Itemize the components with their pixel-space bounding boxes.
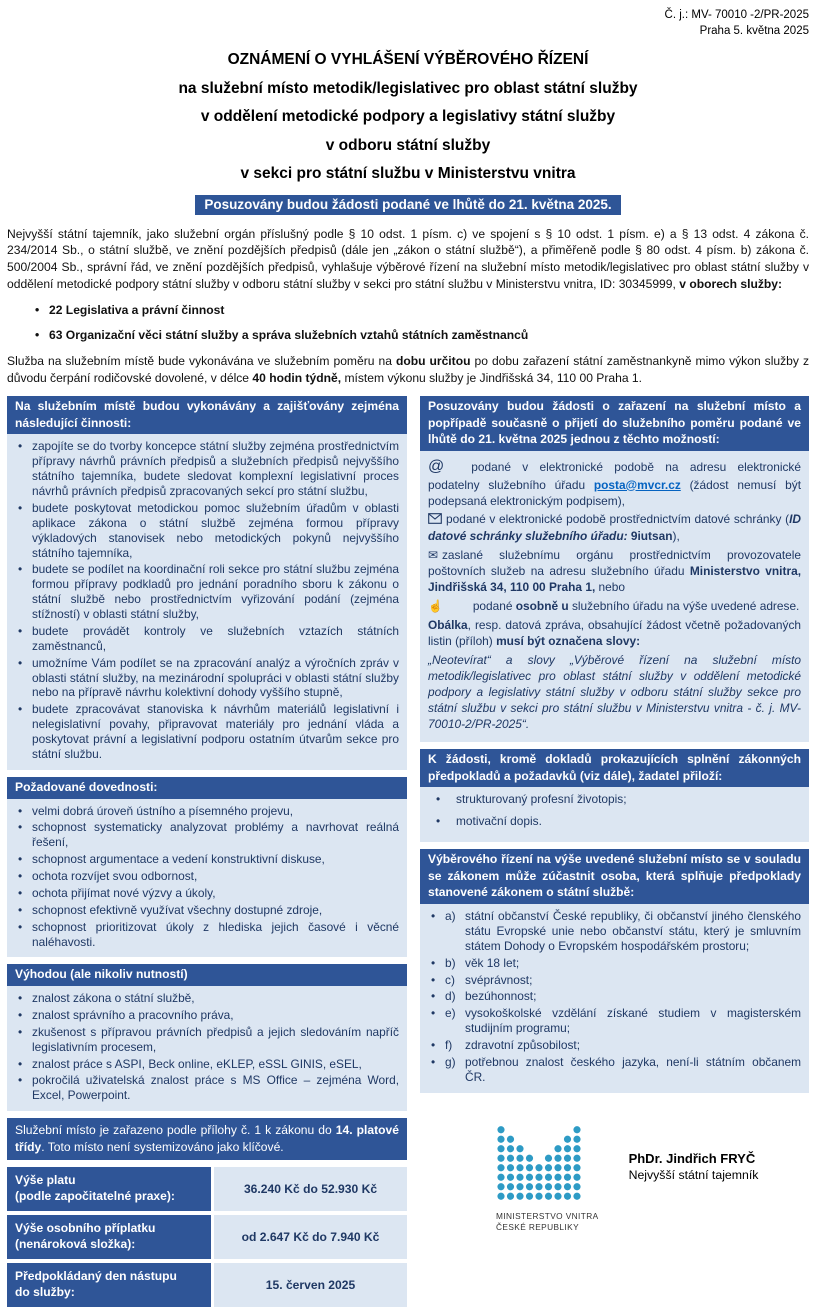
list-item: • g) potřebnou znalost českého jazyka, není-li státním občanem ČR.: [428, 1055, 801, 1085]
attachments-list: [428, 792, 801, 829]
activities-section: [7, 396, 407, 770]
intro-paragraph: Nejvyšší státní tajemník, jako služební orgán příslušný podle § 10 odst. 1 písm. c) ve spojení s § 10 odst. 1 písm. e) a § 13 odst. 4 zákona č. 234/2014 Sb., o státní službě, ve znění pozdějších předpisů (dále jen „zákon o státní službě“), a přiměřeně podle § 80 odst. 4 písm. b) zákona č. 500/2004 Sb., správní řád, ve znění pozdějších předpisů, vyhlašuje výběrové řízení na služební místo metodik/legislativec pro oblast státní služby v oddělení metodické podpory státní služby v odboru státní služby v sekci pro státní službu v Ministerstvu vnitra, ID: 30345999, v oborech služby:: [7, 226, 809, 292]
signatory: [629, 1151, 759, 1182]
envelope-icon: ✉: [428, 548, 438, 563]
salary-table: [7, 1167, 407, 1307]
list-item: • zapojíte se do tvorby koncepce státní služby zejména prostřednictvím přípravy návrhů právních předpisů a služebních předpisů nejvyššího státního tajemníka, budete sledovat komplexní legislativní proces návrhů právních předpisů zpracovaných sekcí pro státní službu,: [15, 439, 399, 499]
right-column: [420, 396, 809, 1234]
hand-icon: ☝: [428, 599, 443, 614]
list-item: • schopnost efektivně využívat všechny dostupné zdroje,: [15, 903, 399, 918]
list-item: • 22 Legislativa a právní činnost: [35, 303, 809, 317]
signature-role: Nejvyšší státní tajemník: [628, 1167, 759, 1182]
ministry-logo: [496, 1125, 582, 1201]
list-item: • a) státní občanství České republiky, či občanství jiného členského státu Evropské unie nebo občanství státu, který je smluvním státem Dohody o Evropském hospodářském prostoru;: [428, 909, 801, 954]
list-item: • budete zpracovávat stanoviska k návrhům materiálů legislativní i nelegislativní povahy, připravovat materiály pro jednání vláda a poskytovat právní a legislativní podporu ostatním útvarům sekce pro státní službu.: [15, 702, 399, 762]
application-method-post: ✉ zaslané služebnímu orgánu prostřednictvím provozovatele poštovních služeb na adresu služebního úřadu Ministerstvo vnitra, Jindřišská 34, 110 00 Praha 1, nebo: [428, 548, 801, 595]
attachments-section-header: K žádosti, kromě dokladů prokazujících splnění zákonných předpokladů a požadavků (viz dále), žadatel přiloží:: [420, 749, 809, 787]
at-icon: @: [428, 458, 445, 476]
list-item: • schopnost prioritizovat úkoly z hlediska jejich časové i věcné naléhavosti.: [15, 920, 399, 950]
email-link[interactable]: posta@mvcr.cz: [593, 477, 681, 492]
eligibility-list: [428, 909, 801, 1085]
eligibility-section: [420, 849, 809, 1093]
salary-row-value: od 2.647 Kč do 7.940 Kč: [214, 1215, 407, 1259]
skills-list: [15, 804, 399, 950]
list-item: • f) zdravotní způsobilost;: [428, 1038, 801, 1053]
list-item: • c) svéprávnost;: [428, 973, 801, 988]
signature-name: PhDr. Jindřich FRYČ: [628, 1150, 756, 1166]
salary-row-value: 15. červen 2025: [214, 1263, 407, 1307]
title-line: v odboru státní služby: [325, 136, 491, 154]
salary-row-label: Výše osobního příplatku (nenároková složka):: [7, 1215, 211, 1259]
list-item: • motivační dopis.: [428, 814, 801, 829]
page-title: [7, 46, 809, 189]
list-item: • znalost zákona o státní službě,: [15, 991, 399, 1006]
title-line: OZNÁMENÍ O VYHLÁŠENÍ VÝBĚROVÉHO ŘÍZENÍ: [227, 51, 589, 69]
list-item: • schopnost argumentace a vedení konstruktivní diskuse,: [15, 852, 399, 867]
list-item: • znalost správního a pracovního práva,: [15, 1008, 399, 1023]
salary-row-label: Předpokládaný den nástupu do služby:: [7, 1263, 211, 1307]
skills-section-header: Požadované dovednosti:: [7, 777, 407, 799]
list-item: • 63 Organizační věci státní služby a správa služebních vztahů státních zaměstnanců: [35, 328, 809, 342]
advantages-list: [15, 991, 399, 1103]
service-terms-paragraph: Služba na služebním místě bude vykonávána ve služebním poměru na dobu určitou po dobu zařazení státní zaměstnankyně mimo výkon služby z důvodu čerpání rodičovské dovolené, v délce 40 hodin týdně, místem výkonu služby je Jindřišská 34, 110 00 Praha 1.: [7, 354, 810, 386]
pay-grade-note: Služební místo je zařazeno podle přílohy č. 1 k zákonu do 14. platové třídy. Toto místo není systemizováno jako klíčové.: [7, 1118, 407, 1160]
list-item: • ochota přijímat nové výzvy a úkoly,: [15, 886, 399, 901]
advantages-section: [7, 964, 407, 1111]
signature-block: [420, 1125, 809, 1234]
title-line: v sekci pro státní službu v Ministerstvu vnitra: [240, 165, 576, 183]
list-item: • velmi dobrá úroveň ústního a písemného projevu,: [15, 804, 399, 819]
list-item: • ochota rozvíjet svou odbornost,: [15, 869, 399, 884]
application-method-databox: podané v elektronické podobě prostřednictvím datové schránky (ID datové schránky služebního úřadu: 9iutsan),: [428, 512, 801, 544]
applications-section-header: Posuzovány budou žádosti o zařazení na služební místo a popřípadě současně o přijetí do služebního poměru podané ve lhůtě do 21. května 2025 jednou z těchto možností:: [420, 396, 809, 451]
skills-section: [7, 777, 407, 958]
envelope-label-quote: „Neotevírat“ a slovy „Výběrové řízení na služební místo metodik/legislativec pro oblast státní služby v oddělení metodické podpory a legislativy státní služby v odboru státní služby sekce pro státní službu v sekci pro státní službu v Ministerstvu vnitra - č. j. MV- 70010-2/PR-2025“.: [428, 653, 801, 731]
application-method-email: @ podané v elektronické podobě na adresu elektronické podatelny služebního úřadu posta@mvcr.cz (žádost nemusí být podepsaná elektronickým podpisem),: [428, 458, 801, 508]
table-row: [7, 1167, 407, 1211]
advantages-section-header: Výhodou (ale nikoliv nutností): [7, 964, 407, 986]
list-item: • zkušenost s přípravou právních předpisů a jejich sledováním napříč legislativním procesem,: [15, 1025, 399, 1055]
list-item: • umožníme Vám podílet se na zpracování analýz a výročních zpráv v oblasti státní služby, na mezinárodní spolupráci v oblasti státní služby nebo na přípravě návrhu kolektivní dohody vyššího stupně,: [15, 656, 399, 701]
envelope-note: Obálka, resp. datová zpráva, obsahující žádost včetně požadovaných listin (příloh) musí být označena slovy:: [428, 618, 801, 649]
two-column-layout: [7, 396, 809, 1310]
list-item: • b) věk 18 let;: [428, 956, 801, 971]
activities-list: [15, 439, 399, 761]
applications-section: [420, 396, 809, 742]
list-item: • schopnost systematicky analyzovat problémy a navrhovat reálná řešení,: [15, 820, 399, 850]
table-row: [7, 1215, 407, 1259]
ministry-logo-block: [496, 1125, 599, 1234]
activities-section-header: Na služebním místě budou vykonávány a zajišťovány zejména následující činnosti:: [7, 396, 407, 434]
application-method-person: ☝ podané osobně u služebního úřadu na výše uvedené adrese.: [428, 599, 800, 614]
deadline-banner: Posuzovány budou žádosti podané ve lhůtě do 21. května 2025.: [195, 195, 620, 215]
place-and-date: Praha 5. května 2025: [699, 24, 809, 37]
title-line: v oddělení metodické podpory a legislativy státní služby: [200, 108, 616, 126]
list-item: • d) bezúhonnost;: [428, 989, 801, 1004]
list-item: • budete se podílet na koordinační roli sekce pro státní službu zejména formou přípravy podkladů pro jednání poradního sboru k zákonu o státní službě nebo prostřednictvím vyřizování podání (zejména stížností) v oblasti státní služby,: [15, 562, 399, 622]
salary-row-label: Výše platu (podle započitatelné praxe):: [7, 1167, 211, 1211]
list-item: • pokročilá uživatelská znalost práce s MS Office – zejména Word, Excel, Powerpoint.: [15, 1073, 399, 1103]
list-item: • budete provádět kontroly ve služebních vztazích státních zaměstnanců,: [15, 624, 399, 654]
databox-icon: [428, 513, 442, 529]
table-row: [7, 1263, 407, 1307]
eligibility-section-header: Výběrového řízení na výše uvedené služební místo se v souladu se zákonem může zúčastnit osoba, která splňuje předpoklady stanovené zákonem o státní službě:: [420, 849, 809, 904]
list-item: • e) vysokoškolské vzdělání získané studiem v magisterském studijním programu;: [428, 1006, 801, 1036]
document-reference-block: [7, 8, 809, 39]
title-line: na služební místo metodik/legislativec pro oblast státní služby: [178, 79, 638, 97]
salary-row-value: 36.240 Kč do 52.930 Kč: [214, 1167, 407, 1211]
ministry-logo-caption: MINISTERSTVO VNITRA ČESKÉ REPUBLIKY: [496, 1210, 599, 1233]
deadline-banner-wrap: [7, 195, 809, 215]
attachments-section: [420, 749, 809, 842]
service-fields-list: [35, 303, 809, 342]
list-item: • znalost práce s ASPI, Beck online, eKLEP, eSSL GINIS, eSEL,: [15, 1057, 399, 1072]
list-item: • strukturovaný profesní životopis;: [428, 792, 801, 807]
list-item: • budete poskytovat metodickou pomoc služebním úřadům v oblasti aplikace zákona o státní službě zejména formou přípravy výkladových stanovisek nebo metodických pokynů nejvyššího státního tajemníka,: [15, 501, 399, 561]
left-column: [7, 396, 407, 1310]
reference-number: Č. j.: MV- 70010 -2/PR-2025: [664, 9, 809, 21]
